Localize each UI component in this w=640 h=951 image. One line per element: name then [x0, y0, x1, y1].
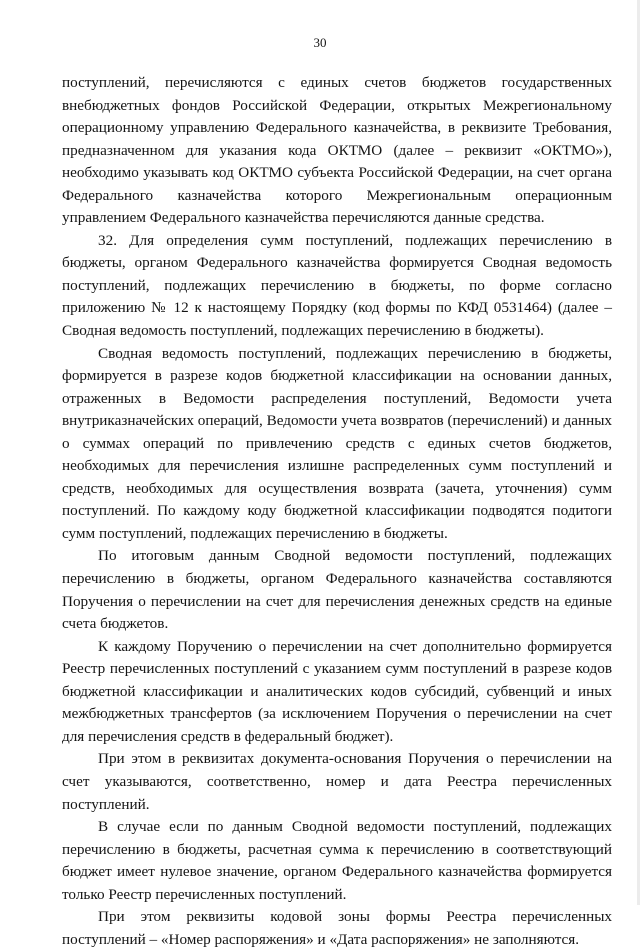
- paragraph-clause-32: 32. Для определения сумм поступлений, подлежащих перечислению в бюджеты, органом Федерального казначейства формируется Сводная ведомость поступлений, подлежащих перечислению в бюджеты, по форме согласно приложению № 12 к настоящему Порядку (код формы по КФД 0531464) (далее – Сводная ведомость поступлений, подлежащих перечислению в бюджеты).: [62, 231, 612, 340]
- page-number: 30: [313, 35, 327, 50]
- paragraph-transfer-register: К каждому Поручению о перечислении на счет дополнительно формируется Реестр перечисленных поступлений с указанием сумм поступлений в разрезе кодов бюджетной классификации и аналитических кодов субсидий, субвенций и иных межбюджетных трансфертов (за исключением Поручения о перечислении на счет для перечисления средств в федеральный бюджет).: [62, 637, 612, 745]
- paragraph-transfer-orders: По итоговым данным Сводной ведомости поступлений, подлежащих перечислению в бюджеты, органом Федерального казначейства составляются Поручения о перечислении на счет для перечисления денежных средств на единые счета бюджетов.: [62, 547, 612, 633]
- paragraph-summary-statement: Сводная ведомость поступлений, подлежащих перечислению в бюджеты, формируется в разрезе кодов бюджетной классификации на основании данных, отраженных в Ведомости распределения поступлений, Ведомости учета внутриказначейских операций, Ведомости учета возвратов (перечислений) и данных о суммах операций по привлечению средств с единых счетов бюджетов, необходимых для перечисления излишне распределенных сумм поступлений и средств, необходимых для осуществления возврата (зачета, уточнения) сумм поступлений. По каждому коду бюджетной классификации подводятся подитоги сумм поступлений, подлежащих перечислению в бюджеты.: [62, 344, 612, 542]
- document-body: [62, 72, 612, 951]
- paragraph-continuation: поступлений, перечисляются с единых счетов бюджетов государственных внебюджетных фондов Российской Федерации, открытых Межрегиональному операционному управлению Федерального казначейства, в реквизите Требования, предназначенном для указания кода ОКТМО (далее – реквизит «ОКТМО»), необходимо указывать код ОКТМО субъекта Российской Федерации, на счет органа Федерального казначейства которого Межрегиональным операционным управлением Федерального казначейства перечисляются данные средства.: [62, 74, 612, 227]
- paragraph-code-zone: При этом реквизиты кодовой зоны формы Реестра перечисленных поступлений – «Номер распоряжения» и «Дата распоряжения» не заполняются.: [62, 908, 612, 948]
- paragraph-zero-amount: В случае если по данным Сводной ведомости поступлений, подлежащих перечислению в бюджеты, расчетная сумма к перечислению в соответствующий бюджет имеет нулевое значение, органом Федерального казначейства формируется только Реестр перечисленных поступлений.: [62, 818, 612, 903]
- paragraph-basis-document: При этом в реквизитах документа-основания Поручения о перечислении на счет указываются, соответственно, номер и дата Реестра перечисленных поступлений.: [62, 750, 612, 813]
